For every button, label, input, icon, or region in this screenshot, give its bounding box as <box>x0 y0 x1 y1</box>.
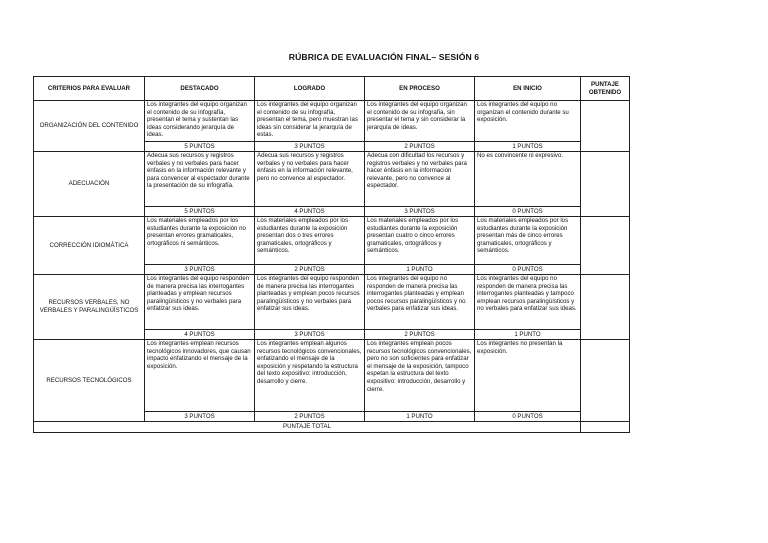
total-score-cell[interactable] <box>581 422 630 433</box>
points-cell: 0 PUNTOS <box>475 265 581 275</box>
points-cell: 2 PUNTOS <box>255 412 365 422</box>
header-puntaje: PUNTAJE OBTENIDO <box>581 77 630 101</box>
header-logrado: LOGRADO <box>255 77 365 101</box>
descriptor-cell: Los materiales empleados por los estudiantes durante la exposición presentan dos o tres errores gramaticales, ortográficos y semánticos. <box>255 217 365 265</box>
descriptor-cell: No es convincente ni expresivo. <box>475 152 581 207</box>
criterion-cell: CORRECCIÓN IDIOMÁTICA <box>34 217 145 275</box>
points-cell: 1 PUNTO <box>475 330 581 340</box>
score-cell[interactable] <box>581 101 630 152</box>
table-row <box>34 152 630 207</box>
header-en-proceso: EN PROCESO <box>365 77 475 101</box>
points-cell: 5 PUNTOS <box>145 142 255 152</box>
points-cell: 3 PUNTOS <box>365 207 475 217</box>
score-cell[interactable] <box>581 152 630 217</box>
descriptor-cell: Los integrantes del equipo organizan el contenido de su infografía, presentan el tema y sustentan las ideas considerando jerarquía de ideas. <box>145 101 255 142</box>
points-cell: 3 PUNTOS <box>255 142 365 152</box>
points-cell: 1 PUNTO <box>365 265 475 275</box>
descriptor-cell: Los integrantes del equipo no responden de manera precisa las interrogantes planteadas y tampoco emplean recursos paralingüísticos y no verbales para enfatizar sus ideas. <box>475 275 581 330</box>
descriptor-cell: Los integrantes del equipo organizan el contenido de su infografía, presentan el tema, pero muestran las ideas sin considerar la jerarquía de estas. <box>255 101 365 142</box>
points-cell: 3 PUNTOS <box>255 330 365 340</box>
descriptor-cell: Los integrantes del equipo no responden de manera precisa las interrogantes planteadas y emplean pocos recursos paralingüísticos y no verbales para enfatizar sus ideas. <box>365 275 475 330</box>
points-cell: 3 PUNTOS <box>145 265 255 275</box>
header-row <box>34 77 630 101</box>
points-cell: 2 PUNTOS <box>365 330 475 340</box>
rubric-table <box>33 76 630 433</box>
points-cell: 2 PUNTOS <box>365 142 475 152</box>
points-cell: 3 PUNTOS <box>145 412 255 422</box>
total-label: PUNTAJE TOTAL <box>34 422 581 433</box>
page-title: RÚBRICA DE EVALUACIÓN FINAL– SESIÓN 6 <box>288 52 480 62</box>
table-row <box>34 275 630 330</box>
points-cell: 5 PUNTOS <box>145 207 255 217</box>
descriptor-cell: Los integrantes del equipo responden de manera precisa las interrogantes planteadas y emplean recursos paralingüísticos y no verbales para enfatizar sus ideas. <box>145 275 255 330</box>
descriptor-cell: Los integrantes del equipo responden de manera precisa las interrogantes planteadas y emplean pocos recursos paralingüísticos y no verbales para enfatizar sus ideas. <box>255 275 365 330</box>
descriptor-cell: Los integrantes del equipo organizan el contenido de su infografía, sin presentar el tema y sin considerar la jerarquía de ideas. <box>365 101 475 142</box>
score-cell[interactable] <box>581 340 630 422</box>
points-cell: 0 PUNTOS <box>475 412 581 422</box>
descriptor-cell: Los integrantes no presentan la exposición. <box>475 340 581 412</box>
table-row <box>34 340 630 412</box>
table-row <box>34 217 630 265</box>
descriptor-cell: Los integrantes emplean recursos tecnológicos innovadores, que causan impacto enfatizando el mensaje de la exposición. <box>145 340 255 412</box>
header-criteria: CRITERIOS PARA EVALUAR <box>34 77 145 101</box>
score-cell[interactable] <box>581 275 630 340</box>
total-row <box>34 422 630 433</box>
descriptor-cell: Los materiales empleados por los estudiantes durante la exposición presentan cuatro o cinco errores gramaticales, ortográficos y semánticos. <box>365 217 475 265</box>
descriptor-cell: Adecua sus recursos y registros verbales y no verbales para hacer énfasis en la información relevante, pero no convence al espectador. <box>255 152 365 207</box>
header-en-inicio: EN INICIO <box>475 77 581 101</box>
criterion-cell: ADECUACIÓN <box>34 152 145 217</box>
descriptor-cell: Los integrantes del equipo no organizan el contenido durante su exposición. <box>475 101 581 142</box>
points-cell: 1 PUNTO <box>365 412 475 422</box>
descriptor-cell: Los materiales empleados por los estudiantes durante la exposición presentan más de cinco errores gramaticales, ortográficos y semánticos. <box>475 217 581 265</box>
points-cell: 2 PUNTOS <box>255 265 365 275</box>
points-cell: 0 PUNTOS <box>475 207 581 217</box>
descriptor-cell: Los materiales empleados por los estudiantes durante la exposición no presentan errores gramaticales, ortográficos ni semánticos. <box>145 217 255 265</box>
points-cell: 4 PUNTOS <box>255 207 365 217</box>
criterion-cell: RECURSOS TECNOLÓGICOS <box>34 340 145 422</box>
header-destacado: DESTACADO <box>145 77 255 101</box>
descriptor-cell: Los integrantes emplean algunos recursos tecnológicos convencionales, enfatizando el mensaje de la exposición y respetando la estructura del texto expositivo: introducción, desarrollo y cierre. <box>255 340 365 412</box>
descriptor-cell: Los integrantes emplean pocos recursos tecnológicos convencionales, pero no son suficientes para enfatizar el mensaje de la exposición, tampoco espetan la estructura del texto expositivo: introducción, desarrollo y cierre. <box>365 340 475 412</box>
points-cell: 1 PUNTOS <box>475 142 581 152</box>
table-row <box>34 101 630 142</box>
criterion-cell: RECURSOS VERBALES, NO VERBALES Y PARALINGÜÍSTICOS <box>34 275 145 340</box>
points-cell: 4 PUNTOS <box>145 330 255 340</box>
descriptor-cell: Adecua con dificultad los recursos y registros verbales y no verbales para hacer énfasis en la información relevante, pero no convence al espectador. <box>365 152 475 207</box>
score-cell[interactable] <box>581 217 630 275</box>
descriptor-cell: Adecua sus recursos y registros verbales y no verbales para hacer énfasis en la información relevante y para convencer al espectador durante la presentación de su infografía. <box>145 152 255 207</box>
criterion-cell: ORGANIZACIÓN DEL CONTENIDO <box>34 101 145 152</box>
